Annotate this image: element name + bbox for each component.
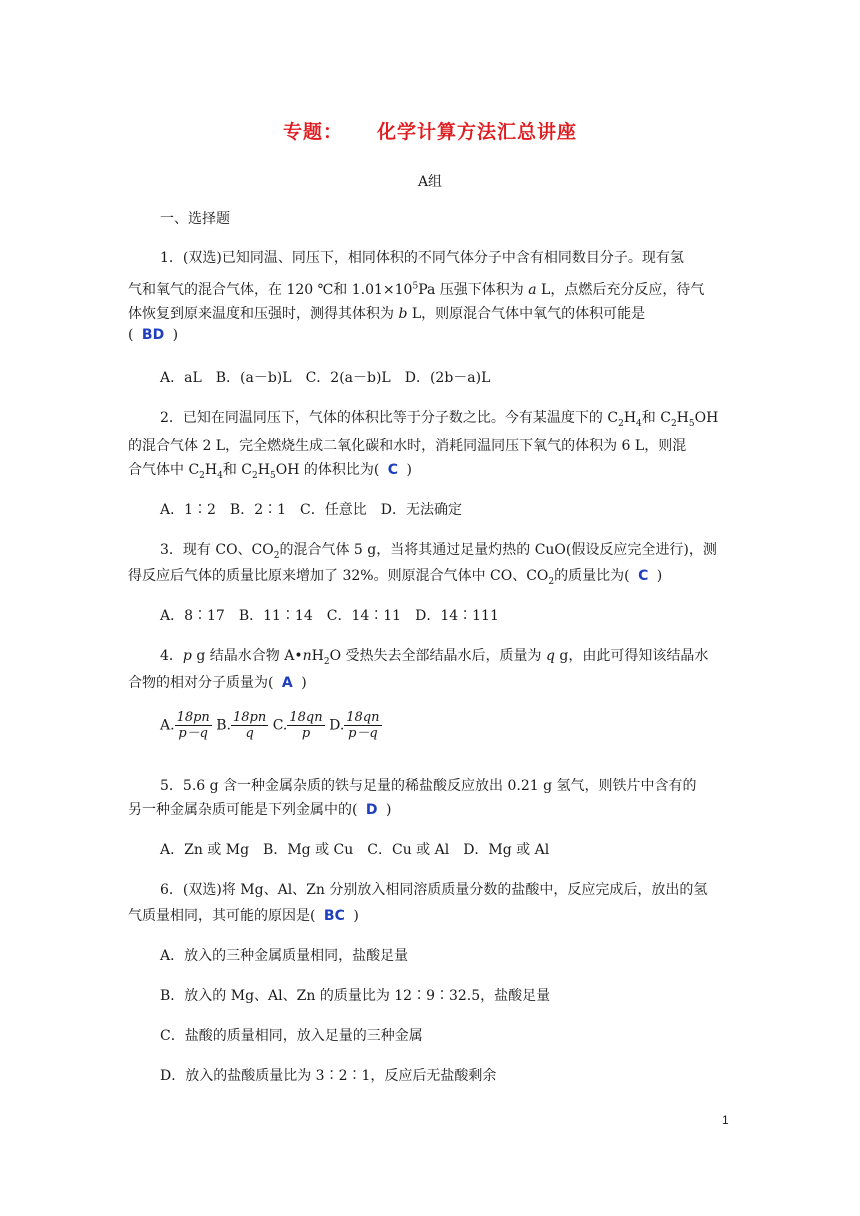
q1-answer: BD (141, 327, 165, 343)
q1-line4: ( BD ) (128, 327, 179, 343)
q2-answer: C (387, 462, 399, 478)
q4-answer: A (281, 675, 293, 691)
page-title (0, 117, 860, 144)
q4-option-d-label: D. (329, 717, 345, 734)
q1-options: A．aL B．(a－b)L C．2(a－b)L D．(2b－a)L (160, 370, 491, 386)
section-heading: 一、选择题 (160, 211, 230, 227)
q5-line1: 5．5.6 g 含一种金属杂质的铁与足量的稀盐酸反应放出 0.21 g 氢气，则铁片中含有的 (160, 778, 697, 794)
q6-option-b: B．放入的 Mg、Al、Zn 的质量比为 12∶9∶32.5，盐酸足量 (160, 988, 551, 1004)
q3-line1: 3．现有 CO、$CO_2$的混合气体 5 g，当将其通过足量灼热的 CuO(假设反应完全进行)，测 (160, 542, 717, 561)
q6-answer: BC (323, 908, 345, 924)
q2-line3: 合气体中 $C_2H_4$和 $C_2H_5OH$ 的体积比为( C ) (128, 462, 412, 481)
q4-option-a-label: A. (160, 717, 175, 734)
q6-option-c: C．盐酸的质量相同，放入足量的三种金属 (160, 1028, 423, 1044)
q2-line1: 2．已知在同温同压下，气体的体积比等于分子数之比。今有某温度下的 $C_2H_4$和 $C_2H_5OH$ (160, 410, 719, 429)
q5-answer: D (365, 802, 378, 818)
q4-option-b-fraction: $\frac{18pn}{q}$ (233, 710, 267, 741)
q6-option-d: D．放入的盐酸质量比为 3∶2∶1，反应后无盐酸剩余 (160, 1068, 497, 1084)
q3-line2: 得反应后气体的质量比原来增加了 32%。则原混合气体中 CO、$CO_2$的质量比为( C ) (128, 568, 663, 587)
q6-option-a: A．放入的三种金属质量相同，盐酸足量 (160, 948, 409, 964)
q4-option-d-fraction: $\frac{18qn}{p-q}$ (346, 710, 380, 741)
q6-line1: 6．(双选)将 Mg、Al、Zn 分别放入相同溶质质量分数的盐酸中，反应完成后，放出的氢 (160, 882, 708, 898)
q2-options: A．1∶2 B．2∶1 C．任意比 D．无法确定 (160, 502, 462, 518)
q4-line2: 合物的相对分子质量为( A ) (128, 675, 307, 691)
q3-options: A．8∶17 B．11∶14 C．14∶11 D．14∶111 (160, 608, 499, 624)
q4-option-b-label: B. (216, 717, 232, 734)
q1-line3: 体恢复到原来温度和压强时，测得其体积为 b L，则原混合气体中氧气的体积可能是 (128, 306, 646, 322)
q1-line2: 气和氧气的混合气体，在 120 ℃和 $1.01\times 10^5Pa$ 压强下体积为 a L，点燃后充分反应，待气 (128, 281, 705, 298)
q3-answer: C (638, 568, 649, 584)
q5-line2: 另一种金属杂质可能是下列金属中的( D ) (128, 802, 392, 818)
page-number: 1 (722, 1113, 729, 1127)
q4-option-c-fraction: $\frac{18qn}{p}$ (289, 710, 323, 741)
q2-line2: 的混合气体 2 L，完全燃烧生成二氧化碳和水时，消耗同温同压下氧气的体积为 6 L，则混 (128, 438, 687, 454)
title-main: 化学计算方法汇总讲座 (377, 121, 578, 143)
title-prefix: 专题： (282, 121, 343, 143)
group-heading: A组 (417, 174, 443, 190)
q4-option-c-label: C. (272, 717, 288, 734)
q5-options: A．Zn 或 Mg B．Mg 或 Cu C．Cu 或 Al D．Mg 或 Al (160, 842, 550, 858)
q1-line1: 1．(双选)已知同温、同压下，相同体积的不同气体分子中含有相同数目分子。现有氢 (160, 250, 684, 266)
q6-line2: 气质量相同，其可能的原因是( BC ) (128, 908, 359, 924)
q4-line1: 4．p g 结晶水合物 $A•nH_2O$ 受热失去全部结晶水后，质量为 q g，由此可得知该结晶水 (160, 648, 709, 667)
q4-option-a-fraction: $\frac{18pn}{p-q}$ (176, 710, 210, 741)
q4-options (160, 710, 382, 741)
